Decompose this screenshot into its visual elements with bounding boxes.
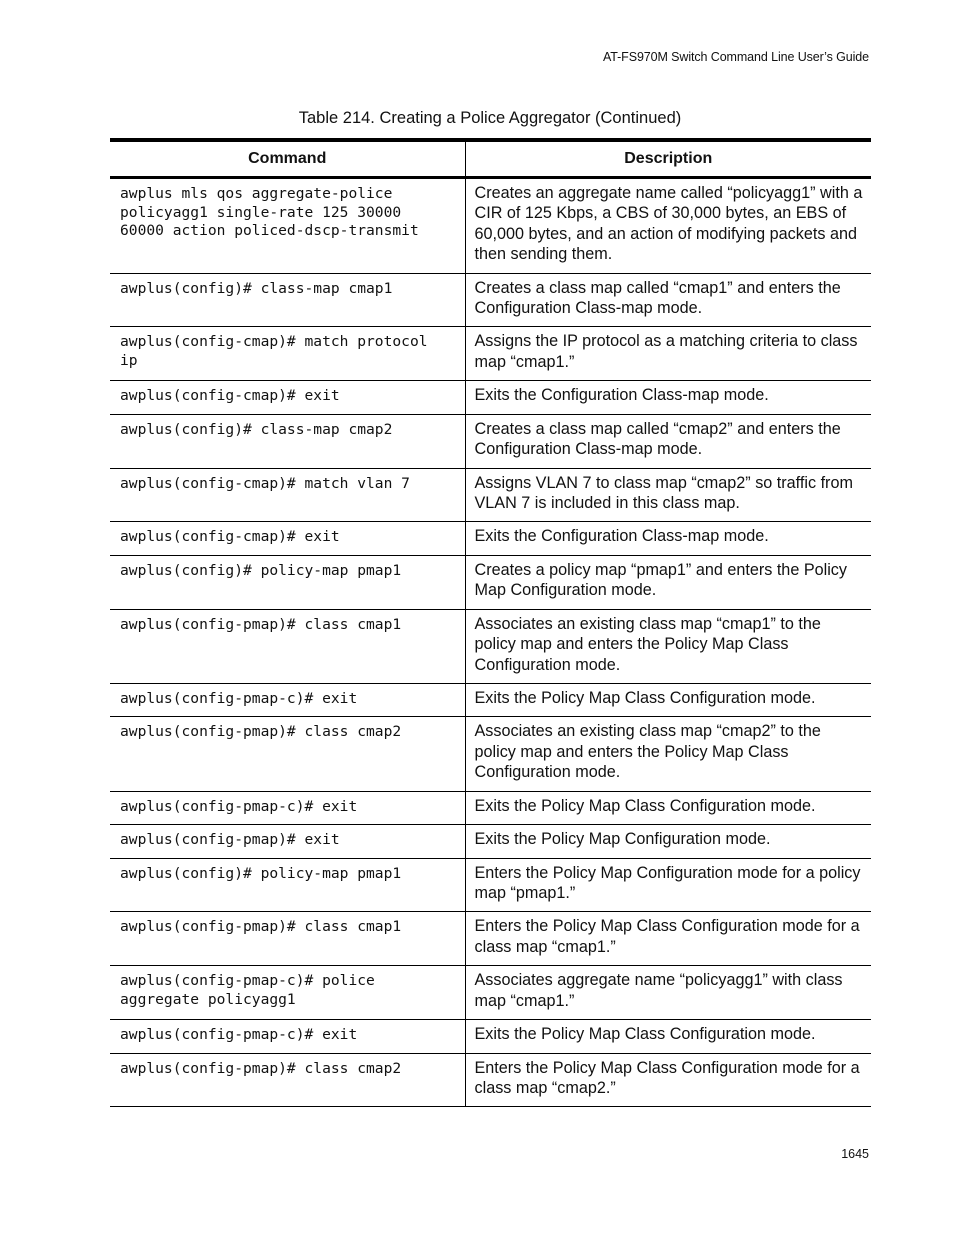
description-cell: Exits the Configuration Class-map mode. [465,522,871,556]
command-cell: awplus(config-pmap-c)# exit [120,1026,358,1044]
description-cell: Creates a class map called “cmap1” and enters the Configuration Class-map mode. [465,273,871,327]
description-cell: Exits the Policy Map Configuration mode. [465,825,871,859]
table-row [110,381,871,415]
command-cell: awplus(config)# policy-map pmap1 [120,864,402,882]
table-row [110,858,871,912]
description-cell: Exits the Policy Map Class Configuration mode. [465,683,871,717]
command-cell: awplus(config-pmap)# class cmap2 [120,1059,402,1077]
table-row [110,1053,871,1107]
command-cell: awplus(config-pmap-c)# exit [120,689,358,707]
page-number: 1645 [841,1147,869,1161]
command-cell: awplus(config)# class-map cmap2 [120,420,393,438]
command-cell: awplus(config-pmap)# class cmap1 [120,615,402,633]
description-cell: Assigns VLAN 7 to class map “cmap2” so traffic from VLAN 7 is included in this class map. [465,468,871,522]
description-cell: Exits the Policy Map Class Configuration mode. [465,1020,871,1054]
description-cell: Exits the Policy Map Class Configuration mode. [465,791,871,825]
command-cell: awplus(config-cmap)# exit [120,528,340,546]
table-row [110,414,871,468]
command-table [110,138,871,1107]
description-cell: Creates a class map called “cmap2” and enters the Configuration Class-map mode. [465,414,871,468]
command-cell: awplus(config)# class-map cmap1 [120,279,393,297]
table-row [110,683,871,717]
table-row [110,791,871,825]
table-row [110,178,871,274]
table-row [110,327,871,381]
description-cell: Creates a policy map “pmap1” and enters the Policy Map Configuration mode. [465,555,871,609]
table-row [110,966,871,1020]
command-cell: awplus(config-pmap)# class cmap2 [120,723,402,741]
command-cell: awplus(config-pmap-c)# police aggregate policyagg1 [120,972,375,1008]
command-cell: awplus(config-pmap)# class cmap1 [120,918,402,936]
command-cell: awplus(config-cmap)# exit [120,387,340,405]
table-header-row [110,140,871,178]
table-row [110,468,871,522]
command-cell: awplus mls qos aggregate-police policyagg1 single-rate 125 30000 60000 action policed-dscp-transmit [120,185,419,239]
table-row [110,273,871,327]
command-cell: awplus(config-cmap)# match vlan 7 [120,474,410,492]
description-cell: Associates an existing class map “cmap2” to the policy map and enters the Policy Map Class Configuration mode. [465,717,871,791]
description-cell: Associates aggregate name “policyagg1” with class map “cmap1.” [465,966,871,1020]
description-cell: Enters the Policy Map Configuration mode for a policy map “pmap1.” [465,858,871,912]
table-row [110,522,871,556]
table-row [110,825,871,859]
description-cell: Enters the Policy Map Class Configuration mode for a class map “cmap2.” [465,1053,871,1107]
column-header-command: Command [248,150,327,167]
description-cell: Enters the Policy Map Class Configuration mode for a class map “cmap1.” [465,912,871,966]
command-cell: awplus(config-pmap-c)# exit [120,797,358,815]
table-caption: Table 214. Creating a Police Aggregator (Continued) [298,109,682,127]
description-cell: Associates an existing class map “cmap1” to the policy map and enters the Policy Map Class Configuration mode. [465,609,871,683]
description-cell: Creates an aggregate name called “policyagg1” with a CIR of 125 Kbps, a CBS of 30,000 bytes, an EBS of 60,000 bytes, and an action of modifying packets and then sending them. [465,178,871,274]
running-header: AT-FS970M Switch Command Line User’s Guide [602,50,869,64]
table-row [110,609,871,683]
table-row [110,1020,871,1054]
table-row [110,912,871,966]
command-cell: awplus(config)# policy-map pmap1 [120,561,402,579]
command-cell: awplus(config-pmap)# exit [120,831,340,849]
command-cell: awplus(config-cmap)# match protocol ip [120,333,428,369]
column-header-description: Description [465,140,871,178]
description-cell: Assigns the IP protocol as a matching criteria to class map “cmap1.” [465,327,871,381]
description-cell: Exits the Configuration Class-map mode. [465,381,871,415]
table-row [110,555,871,609]
table-row [110,717,871,791]
